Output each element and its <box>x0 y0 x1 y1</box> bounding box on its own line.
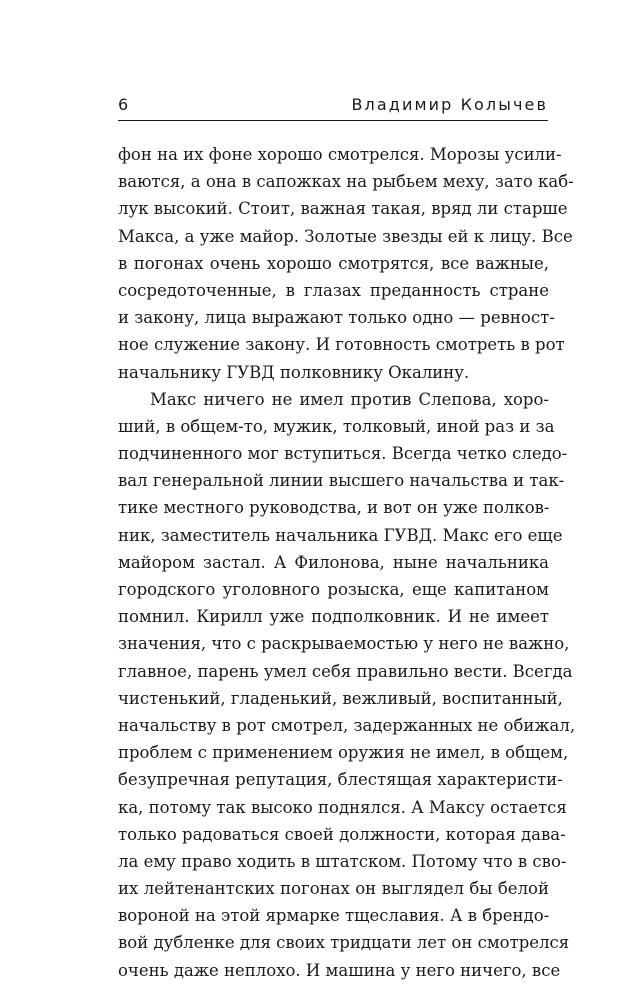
text-line: подчиненного мог вступиться. Всегда четко следо- <box>118 444 568 464</box>
text-line: и закону, лица выражают только одно — ревност- <box>118 308 555 328</box>
text-line: проблем с применением оружия не имел, в общем, <box>118 743 569 763</box>
body-text <box>118 141 576 984</box>
text-line: городского уголовного розыска, еще капитаном <box>118 580 549 599</box>
text-line: их лейтенантских погонах он выглядел бы белой <box>118 879 549 899</box>
text-line: тике местного руководства, и вот он уже полков- <box>118 498 550 518</box>
text-line: фон на их фоне хорошо смотрелся. Морозы усили- <box>118 145 562 164</box>
page-number: 6 <box>118 95 129 114</box>
text-line: лук высокий. Стоит, важная такая, вряд ли старше <box>118 199 568 219</box>
text-line: в погонах очень хорошо смотрятся, все важные, <box>118 253 549 273</box>
text-line: сосредоточенные, в глазах преданность стране <box>118 280 549 300</box>
text-line: только радоваться своей должности, которая дава- <box>118 824 566 844</box>
paragraph <box>118 386 576 984</box>
text-line: безупречная репутация, блестящая характеристи- <box>118 770 563 790</box>
text-line: майором застал. А Филонова, ныне начальника <box>118 552 549 572</box>
text-line: очень даже неплохо. И машина у него ничего, все <box>118 960 561 980</box>
text-line: ное служение закону. И готовность смотреть в рот <box>118 335 565 355</box>
text-line: значения, что с раскрываемостью у него не важно, <box>118 634 570 654</box>
text-line: вой дубленке для своих тридцати лет он смотрелся <box>118 933 570 953</box>
text-line: чистенький, гладенький, вежливый, воспитанный, <box>118 688 563 708</box>
text-line: начальству в рот смотрел, задержанных не обижал, <box>118 715 576 735</box>
text-line: ваются, а она в сапожках на рыбьем меху, зато каб- <box>118 172 574 192</box>
text-line: Макс ничего не имел против Слепова, хоро- <box>150 389 549 409</box>
text-line: Макса, а уже майор. Золотые звезды ей к лицу. Все <box>118 226 573 246</box>
text-line: вороной на этой ярмарке тщеславия. А в брендо- <box>118 906 550 926</box>
text-line: ший, в общем-то, мужик, толковый, иной раз и за <box>118 416 555 436</box>
text-line: ла ему право ходить в штатском. Потому что в сво- <box>118 851 567 871</box>
text-line: главное, парень умел себя правильно вести. Всегда <box>118 661 573 681</box>
page-header <box>118 94 548 121</box>
text-line: начальнику ГУВД полковнику Окалину. <box>118 362 470 382</box>
text-line: ник, заместитель начальника ГУВД. Макс его еще <box>118 525 563 545</box>
paragraph <box>118 141 574 386</box>
text-line: ка, потому так высоко поднялся. А Максу остается <box>118 797 567 817</box>
text-line: помнил. Кирилл уже подполковник. И не имеет <box>118 607 549 627</box>
text-line: вал генеральной линии высшего начальства и так- <box>118 471 565 491</box>
running-head-author: Владимир Колычев <box>351 95 548 114</box>
